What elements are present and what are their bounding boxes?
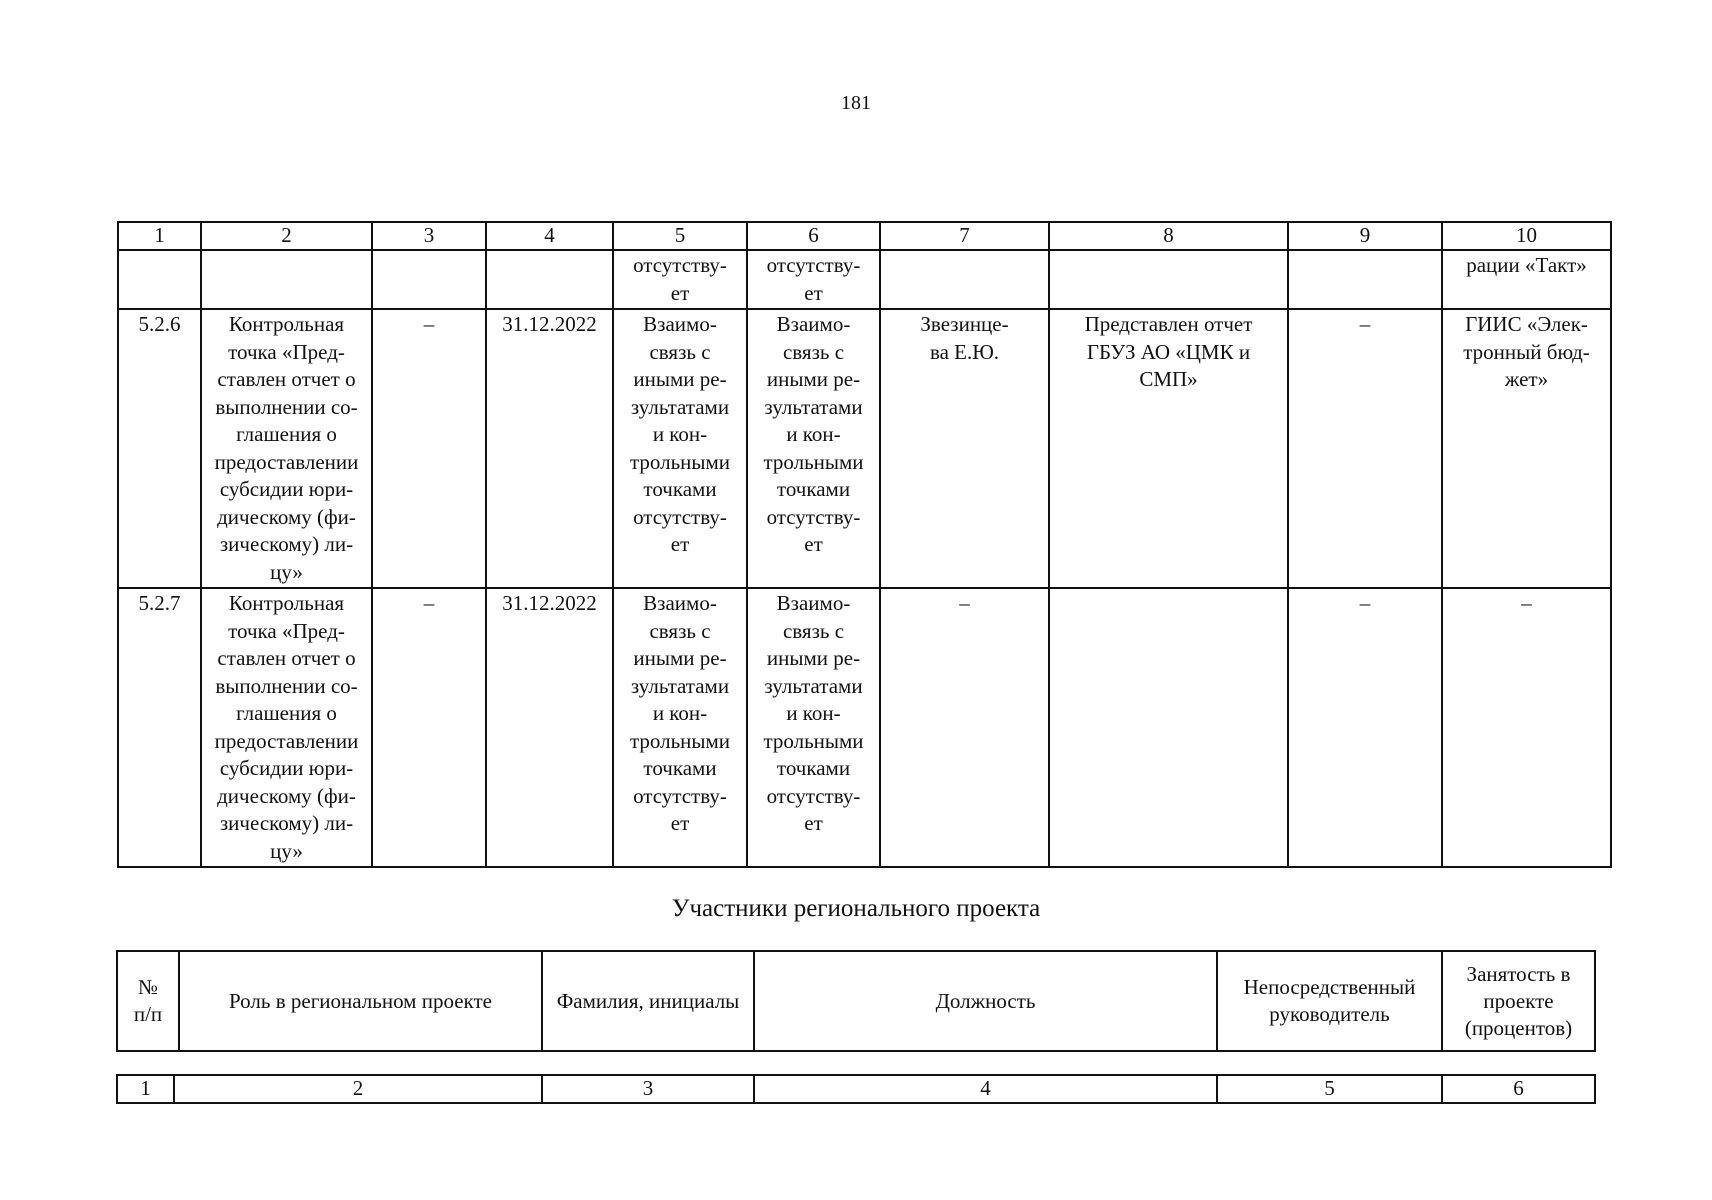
header-cell: 6 (747, 222, 880, 250)
header-cell: 1 (118, 222, 201, 250)
table-row (118, 309, 1611, 588)
table-header-row (118, 222, 1611, 250)
header-cell: Непосредственный руководитель (1217, 951, 1442, 1051)
table-cell: – (372, 588, 486, 867)
header-cell: 8 (1049, 222, 1288, 250)
header-cell: 7 (880, 222, 1049, 250)
table-cell (1288, 250, 1442, 309)
table-cell (201, 250, 372, 309)
row-number: 5.2.6 (118, 309, 201, 588)
information-system: – (1442, 588, 1611, 867)
participants-number-table (116, 1074, 1596, 1104)
table-cell: – (1288, 588, 1442, 867)
due-date: 31.12.2022 (486, 588, 613, 867)
table-cell: рации «Такт» (1442, 250, 1611, 309)
header-cell: 2 (201, 222, 372, 250)
responsible-person: – (880, 588, 1049, 867)
header-cell: 9 (1288, 222, 1442, 250)
control-points-table (117, 221, 1612, 868)
header-cell: 5 (613, 222, 747, 250)
table-cell: Взаимо- связь с иными ре- зультатами и кон- трольными точками отсутству- ет (747, 588, 880, 867)
table-cell: Взаимо- связь с иными ре- зультатами и кон- трольными точками отсутству- ет (613, 588, 747, 867)
table-cell (372, 250, 486, 309)
header-cell: Занятость в проекте (процентов) (1442, 951, 1595, 1051)
header-cell: 6 (1442, 1075, 1595, 1103)
table-cell (880, 250, 1049, 309)
header-cell: 5 (1217, 1075, 1442, 1103)
participants-header-row (117, 951, 1595, 1051)
header-cell: 10 (1442, 222, 1611, 250)
participants-header-table (116, 950, 1596, 1052)
header-cell: Должность (754, 951, 1217, 1051)
due-date: 31.12.2022 (486, 309, 613, 588)
header-cell: 3 (542, 1075, 754, 1103)
table-cell (486, 250, 613, 309)
table-row (118, 588, 1611, 867)
header-cell: 2 (174, 1075, 542, 1103)
table-cell: – (1288, 309, 1442, 588)
table-cell: Взаимо- связь с иными ре- зультатами и кон- трольными точками отсутству- ет (747, 309, 880, 588)
table-cell (118, 250, 201, 309)
result-description: Представлен отчет ГБУЗ АО «ЦМК и СМП» (1049, 309, 1288, 588)
header-cell: 4 (486, 222, 613, 250)
table-cell: отсутству- ет (747, 250, 880, 309)
responsible-person: Звезинце- ва Е.Ю. (880, 309, 1049, 588)
page-number: 181 (841, 92, 871, 114)
row-number: 5.2.7 (118, 588, 201, 867)
continuation-row (118, 250, 1611, 309)
header-cell: Фамилия, инициалы (542, 951, 754, 1051)
header-cell: 4 (754, 1075, 1217, 1103)
table-cell: отсутству- ет (613, 250, 747, 309)
header-cell: Роль в региональном проекте (179, 951, 542, 1051)
information-system: ГИИС «Элек- тронный бюд- жет» (1442, 309, 1611, 588)
header-cell: 1 (117, 1075, 174, 1103)
control-point-name: Контрольная точка «Пред- ставлен отчет о выполнении со- глашения о предоставлении субсидии юри- дическому (фи- зическому) ли- цу» (201, 309, 372, 588)
section-title: Участники регионального проекта (671, 895, 1041, 922)
table-cell (1049, 250, 1288, 309)
table-cell: Взаимо- связь с иными ре- зультатами и кон- трольными точками отсутству- ет (613, 309, 747, 588)
participants-number-row (117, 1075, 1595, 1103)
result-description (1049, 588, 1288, 867)
header-cell: 3 (372, 222, 486, 250)
table-cell: – (372, 309, 486, 588)
header-cell: № п/п (117, 951, 179, 1051)
control-point-name: Контрольная точка «Пред- ставлен отчет о выполнении со- глашения о предоставлении субсидии юри- дическому (фи- зическому) ли- цу» (201, 588, 372, 867)
